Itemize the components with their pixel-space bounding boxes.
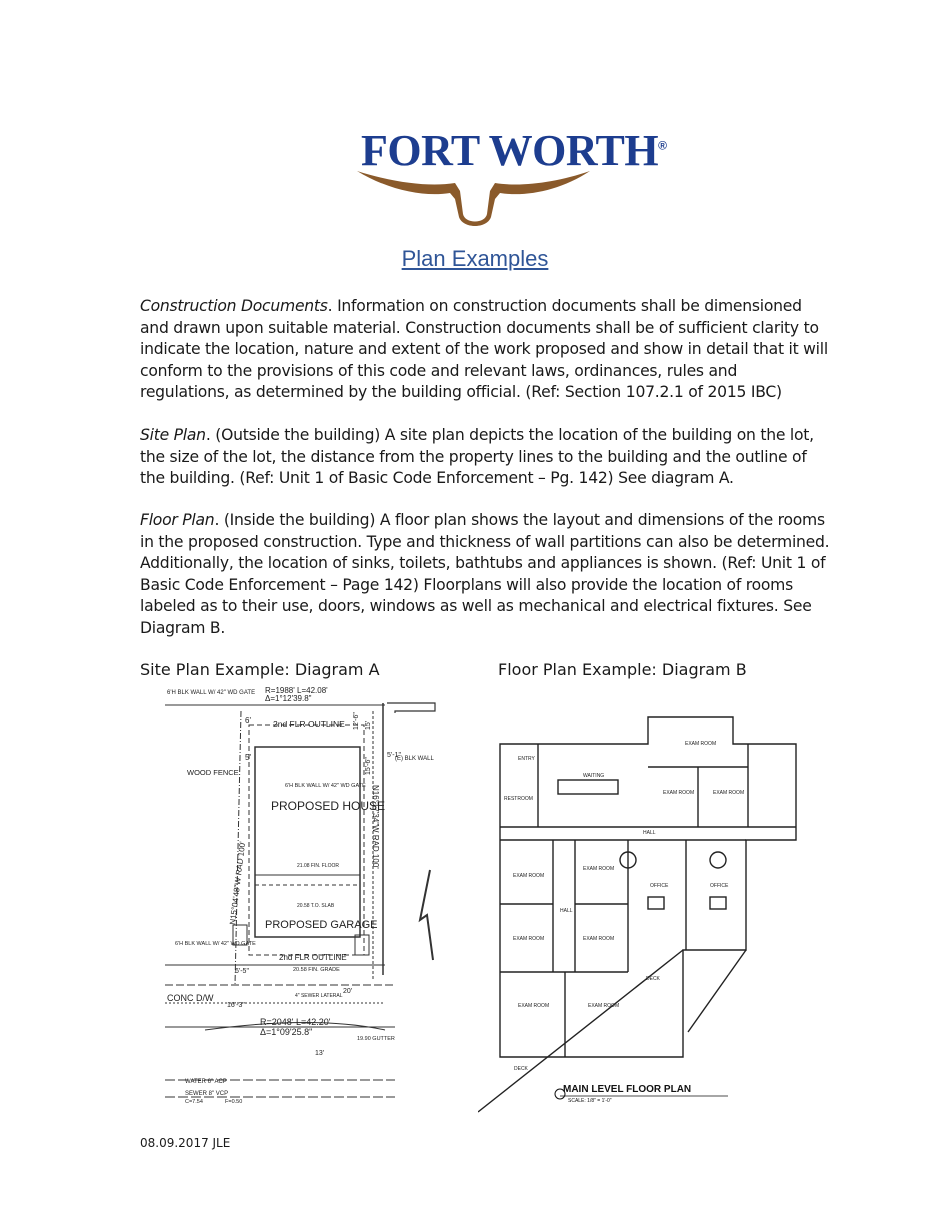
- svg-text:20.58 T.O. SLAB: 20.58 T.O. SLAB: [297, 903, 335, 909]
- svg-text:PROPOSED GARAGE: PROPOSED GARAGE: [265, 919, 378, 931]
- fort-worth-logo: [355, 125, 667, 230]
- caption-floor-plan: Floor Plan Example: Diagram B: [498, 660, 747, 679]
- svg-text:(E) BLK WALL: (E) BLK WALL: [395, 756, 434, 762]
- logo-wordmark: FORT WORTH®: [361, 126, 667, 175]
- paragraph-floor-plan: Floor Plan. (Inside the building) A floor plan shows the layout and dimensions of the rooms in the proposed construction. Type and thickness of wall partitions can also be determined. Additionally, the location of sinks, toilets, bathtubs and appliances is shown. (Ref: Unit 1 of Basic Code Enforcement – Page 142) Floorplans will also provide the location of rooms labeled as to their use, doors, windows as well as mechanical and electrical fixtures. See Diagram B.: [140, 511, 830, 637]
- svg-text:HALL: HALL: [560, 908, 573, 914]
- svg-text:21.08 FIN. FLOOR: 21.08 FIN. FLOOR: [297, 863, 339, 869]
- svg-text:2nd FLR OUTLINE: 2nd FLR OUTLINE: [273, 719, 345, 729]
- svg-text:6'H BLK WALL W/ 42" WD GATE: 6'H BLK WALL W/ 42" WD GATE: [167, 690, 256, 696]
- svg-text:5': 5': [245, 753, 251, 762]
- svg-text:EXAM ROOM: EXAM ROOM: [518, 1003, 550, 1009]
- longhorn-icon: [355, 169, 595, 229]
- svg-text:EXAM ROOM: EXAM ROOM: [588, 1003, 620, 1009]
- svg-text:SEWER 8" VCP: SEWER 8" VCP: [185, 1091, 229, 1097]
- svg-text:R=2048' L=42.20': R=2048' L=42.20': [260, 1017, 331, 1027]
- svg-text:WATER 6" ACP: WATER 6" ACP: [185, 1079, 227, 1085]
- svg-text:C=7.54: C=7.54: [185, 1099, 203, 1105]
- svg-text:SCALE: 1/8" = 1'-0": SCALE: 1/8" = 1'-0": [568, 1098, 612, 1104]
- svg-text:EXAM ROOM: EXAM ROOM: [663, 790, 695, 796]
- svg-text:20': 20': [343, 988, 353, 995]
- footer-date: 08.09.2017 JLE: [140, 1136, 231, 1150]
- svg-text:4" SEWER LATERAL: 4" SEWER LATERAL: [295, 993, 343, 999]
- svg-text:15': 15': [365, 720, 372, 730]
- svg-text:R=1988' L=42.08': R=1988' L=42.08': [265, 686, 328, 695]
- paragraph-construction-documents: Construction Documents. Information on construction documents shall be dimensioned and drawn upon suitable material. Construction documents shall be of sufficient clarity to indicate the location, nature and extent of the work proposed and show in detail that it will conform to the provisions of this code and relevant laws, ordinances, rules and regulations, as determined by the building official. (Ref: Section 107.2.1 of 2015 IBC): [140, 297, 828, 401]
- svg-text:N15°04'48"W RAD 100': N15°04'48"W RAD 100': [228, 840, 248, 926]
- paragraph-site-plan: Site Plan. (Outside the building) A site plan depicts the location of the building on the lot, the size of the lot, the distance from the property lines to the building and the outline of the building. (Ref: Unit 1 of Basic Code Enforcement – Pg. 142) See diagram A.: [140, 426, 814, 487]
- svg-text:WOOD FENCE: WOOD FENCE: [187, 768, 239, 777]
- svg-text:19.90 GUTTER: 19.90 GUTTER: [357, 1036, 395, 1042]
- floor-plan-diagram: [478, 712, 808, 1117]
- svg-text:F=0.50: F=0.50: [225, 1099, 243, 1105]
- svg-text:RESTROOM: RESTROOM: [504, 796, 533, 802]
- svg-text:16'-3": 16'-3": [227, 1002, 245, 1009]
- svg-text:Δ=1°12'39.8": Δ=1°12'39.8": [265, 694, 312, 703]
- svg-text:CONC D/W: CONC D/W: [167, 993, 214, 1003]
- site-plan-diagram: [165, 685, 445, 1105]
- svg-text:DECK: DECK: [514, 1066, 528, 1072]
- svg-text:Δ=1°09'25.8": Δ=1°09'25.8": [260, 1027, 313, 1037]
- svg-text:13': 13': [315, 1050, 325, 1057]
- svg-text:HALL: HALL: [643, 830, 656, 836]
- floor-plan-title: MAIN LEVEL FLOOR PLAN: [563, 1084, 692, 1095]
- svg-text:OFFICE: OFFICE: [650, 883, 669, 889]
- page-title: Plan Examples: [401, 246, 549, 271]
- svg-text:EXAM ROOM: EXAM ROOM: [513, 873, 545, 879]
- svg-text:EXAM ROOM: EXAM ROOM: [583, 936, 615, 942]
- caption-site-plan: Site Plan Example: Diagram A: [140, 660, 380, 679]
- svg-text:PROPOSED HOUSE: PROPOSED HOUSE: [271, 799, 386, 813]
- svg-text:EXAM ROOM: EXAM ROOM: [583, 866, 615, 872]
- svg-text:20.58 FIN. GRADE: 20.58 FIN. GRADE: [293, 967, 340, 973]
- svg-text:15'-6": 15'-6": [365, 757, 372, 775]
- svg-text:5'-1": 5'-1": [387, 752, 401, 759]
- svg-text:OFFICE: OFFICE: [710, 883, 729, 889]
- svg-text:EXAM ROOM: EXAM ROOM: [685, 741, 717, 747]
- svg-text:6'H BLK WALL W/ 42" WD GATE: 6'H BLK WALL W/ 42" WD GATE: [175, 941, 256, 947]
- svg-text:EXAM ROOM: EXAM ROOM: [513, 936, 545, 942]
- svg-text:6'H BLK WALL W/ 42" WD GATE: 6'H BLK WALL W/ 42" WD GATE: [285, 783, 366, 789]
- svg-text:EXAM ROOM: EXAM ROOM: [713, 790, 745, 796]
- svg-text:DECK: DECK: [646, 976, 660, 982]
- svg-text:ENTRY: ENTRY: [518, 756, 535, 762]
- svg-text:2nd FLR OUTLINE: 2nd FLR OUTLINE: [279, 953, 347, 962]
- svg-text:N16°17'34"W RAD 100': N16°17'34"W RAD 100': [371, 785, 380, 869]
- svg-text:12'-6": 12'-6": [353, 712, 360, 730]
- svg-text:WAITING: WAITING: [583, 773, 605, 779]
- svg-text:6'-5": 6'-5": [235, 968, 249, 975]
- svg-text:6': 6': [245, 716, 251, 725]
